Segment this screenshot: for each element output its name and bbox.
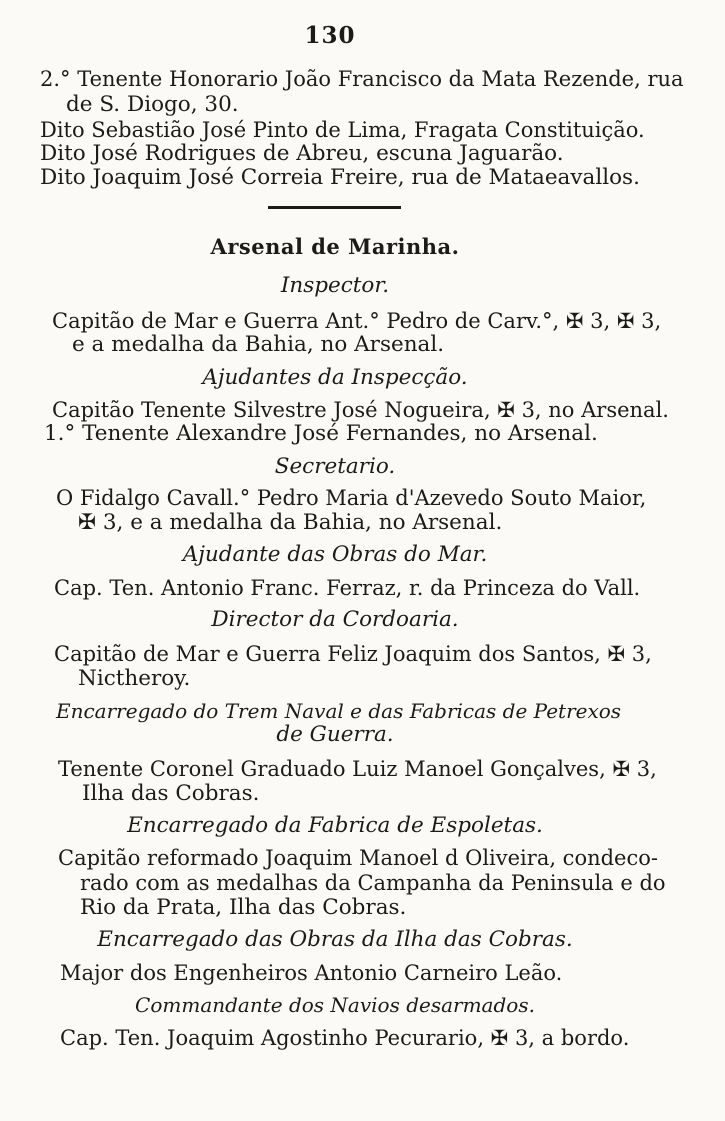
text-line: Dito Joaquim José Correia Freire, rua de Mataeavallos. bbox=[40, 165, 640, 190]
text-line: 2.° Tenente Honorario João Francisco da Mata Rezende, rua bbox=[40, 67, 684, 91]
subheading: Commandante dos Navios desarmados. bbox=[135, 993, 535, 1017]
text-line: Capitão de Mar e Guerra Ant.° Pedro de Carv.°, ✠ 3, ✠ 3, bbox=[52, 309, 662, 333]
text-line: Capitão reformado Joaquim Manoel d Oliveira, condeco- bbox=[58, 846, 658, 870]
section-heading: Arsenal de Marinha. bbox=[210, 234, 460, 259]
subheading: de Guerra. bbox=[276, 722, 394, 747]
text-line: O Fidalgo Cavall.° Pedro Maria d'Azevedo Souto Maior, bbox=[56, 486, 647, 510]
text-line: rado com as medalhas da Campanha da Peninsula e do bbox=[80, 871, 666, 895]
text-line: Ilha das Cobras. bbox=[82, 781, 260, 806]
subheading: Ajudante das Obras do Mar. bbox=[182, 542, 488, 567]
text-line: Tenente Coronel Graduado Luiz Manoel Gonçalves, ✠ 3, bbox=[58, 757, 657, 781]
text-line: Dito Sebastião José Pinto de Lima, Fragata Constituição. bbox=[40, 118, 645, 142]
text-line: Cap. Ten. Antonio Franc. Ferraz, r. da Princeza do Vall. bbox=[54, 576, 641, 600]
section-divider bbox=[268, 206, 401, 209]
text-line: Cap. Ten. Joaquim Agostinho Pecurario, ✠ 3, a bordo. bbox=[60, 1026, 630, 1050]
text-line: Capitão de Mar e Guerra Feliz Joaquim dos Santos, ✠ 3, bbox=[54, 642, 652, 666]
text-line: Nictheroy. bbox=[78, 666, 191, 691]
subheading: Inspector. bbox=[280, 273, 390, 298]
subheading: Director da Cordoaria. bbox=[211, 607, 459, 632]
text-line: e a medalha da Bahia, no Arsenal. bbox=[72, 332, 445, 357]
text-line: de S. Diogo, 30. bbox=[66, 92, 239, 117]
text-line: Major dos Engenheiros Antonio Carneiro Leão. bbox=[60, 961, 563, 985]
page-number: 130 bbox=[304, 22, 356, 49]
subheading: Encarregado das Obras da Ilha das Cobras. bbox=[97, 927, 573, 952]
text-line: ✠ 3, e a medalha da Bahia, no Arsenal. bbox=[78, 510, 503, 535]
subheading: Secretario. bbox=[274, 454, 396, 479]
text-line: Capitão Tenente Silvestre José Nogueira, ✠ 3, no Arsenal. bbox=[52, 398, 669, 422]
subheading: Encarregado do Trem Naval e das Fabricas de Petrexos bbox=[56, 699, 622, 723]
text-line: Dito José Rodrigues de Abreu, escuna Jaguarão. bbox=[40, 141, 564, 166]
text-line: Rio da Prata, Ilha das Cobras. bbox=[80, 895, 407, 920]
subheading: Ajudantes da Inspecção. bbox=[202, 365, 468, 390]
subheading: Encarregado da Fabrica de Espoletas. bbox=[127, 813, 543, 838]
text-line: 1.° Tenente Alexandre José Fernandes, no Arsenal. bbox=[44, 421, 598, 446]
